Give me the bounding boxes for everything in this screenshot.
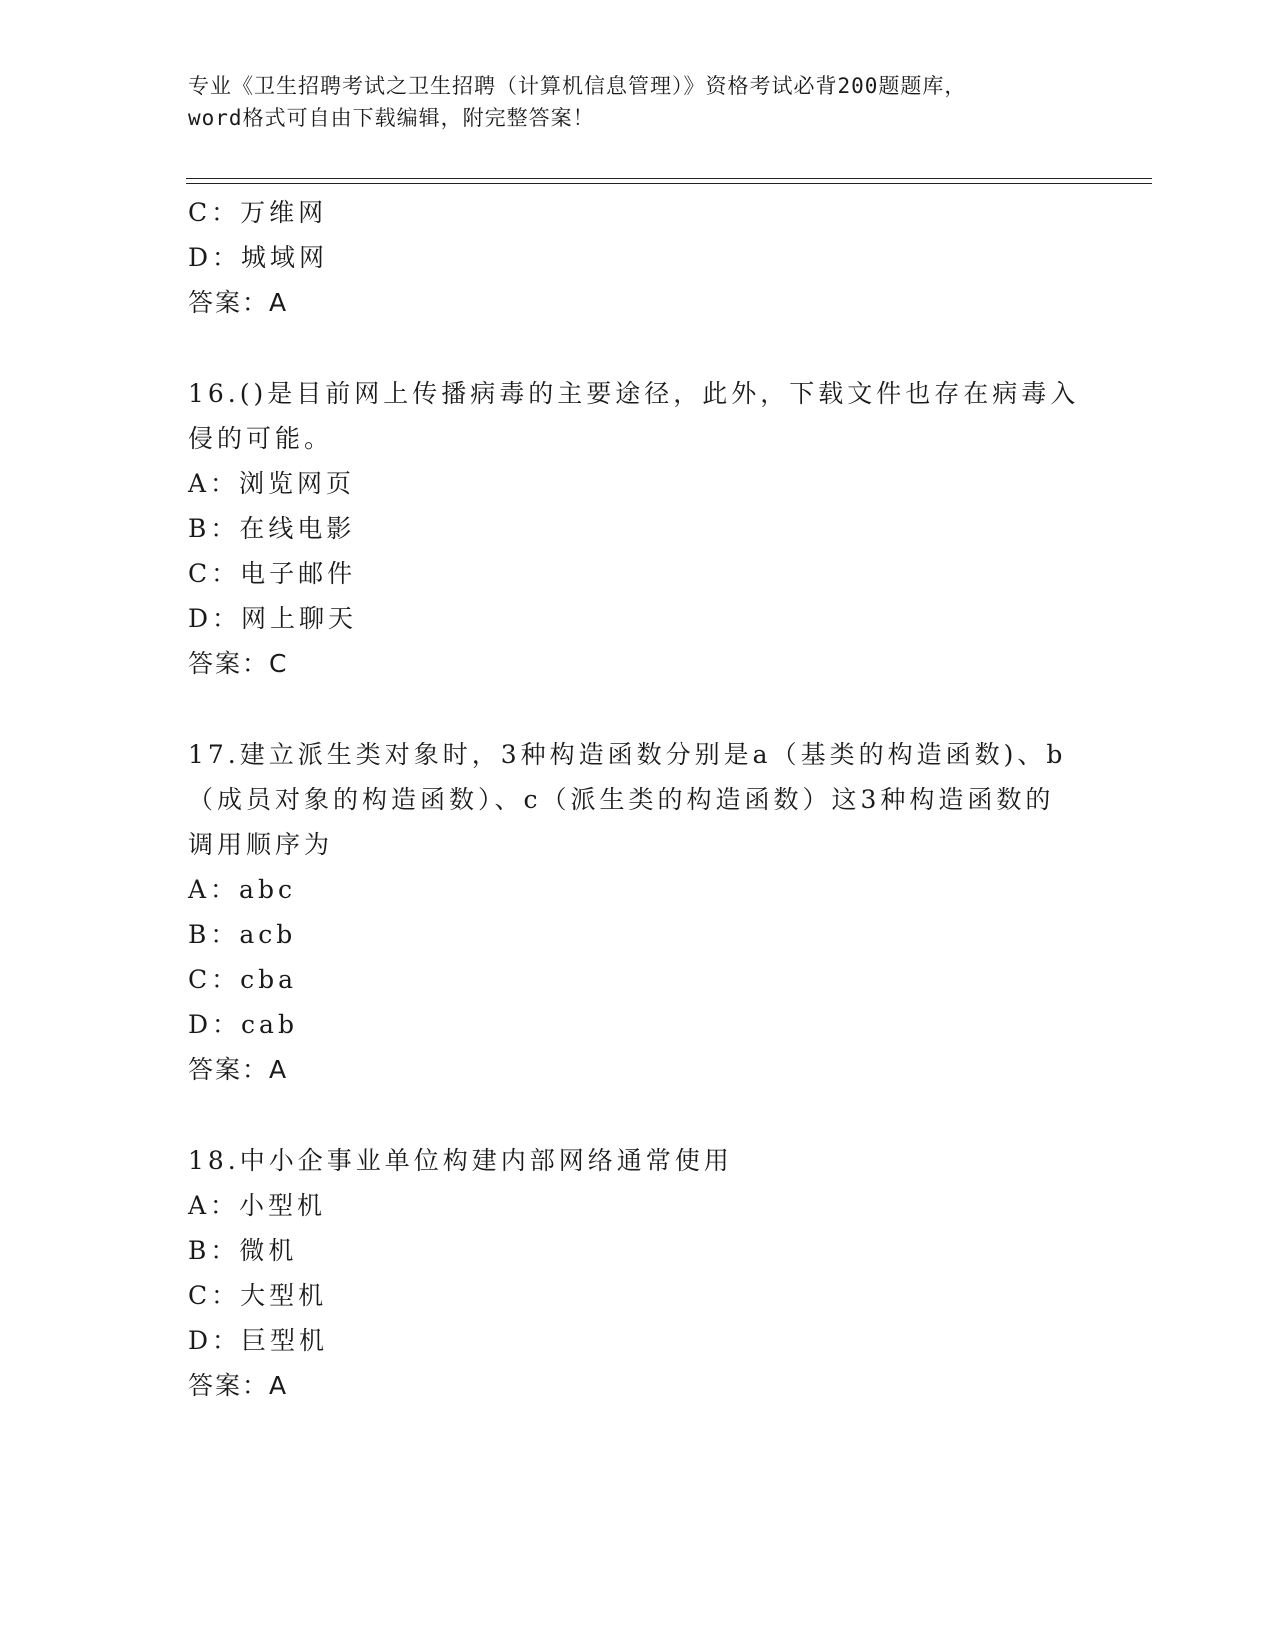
document-header xyxy=(188,70,1088,134)
question-16 xyxy=(188,371,1088,686)
header-divider-bottom xyxy=(186,183,1152,184)
option-c: C：电子邮件 xyxy=(188,559,357,588)
option-c: C：万维网 xyxy=(188,198,328,227)
option-a: A：浏览网页 xyxy=(188,469,356,498)
question-text: （成员对象的构造函数）、c（派生类的构造函数）这3种构造函数的 xyxy=(188,785,1055,814)
header-line-2: word格式可自由下载编辑，附完整答案！ xyxy=(188,106,595,130)
option-d: D：巨型机 xyxy=(188,1326,329,1355)
question-list xyxy=(188,190,1088,1408)
option-a: A：小型机 xyxy=(188,1191,327,1220)
answer-label: 答案：C xyxy=(188,649,289,678)
option-d: D：城域网 xyxy=(188,243,329,272)
option-c: C：cba xyxy=(188,965,298,994)
question-text: 侵的可能。 xyxy=(188,424,334,453)
answer-label: 答案：A xyxy=(188,288,289,317)
option-b: B：在线电影 xyxy=(188,514,356,543)
answer-label: 答案：A xyxy=(188,1055,289,1084)
answer-label: 答案：A xyxy=(188,1371,289,1400)
option-c: C：大型机 xyxy=(188,1281,328,1310)
question-18 xyxy=(188,1138,1088,1408)
option-d: D：网上聊天 xyxy=(188,604,358,633)
option-a: A：abc xyxy=(188,875,296,904)
question-text: 17.建立派生类对象时，3种构造函数分别是a（基类的构造函数)、b xyxy=(188,740,1067,769)
question-text: 16.()是目前网上传播病毒的主要途径，此外，下载文件也存在病毒入 xyxy=(188,379,1080,408)
option-b: B：acb xyxy=(188,920,297,949)
question-17 xyxy=(188,732,1088,1092)
question-15-continued xyxy=(188,190,1088,325)
question-text: 调用顺序为 xyxy=(188,830,334,859)
option-b: B：微机 xyxy=(188,1236,298,1265)
option-d: D：cab xyxy=(188,1010,298,1039)
question-text: 18.中小企事业单位构建内部网络通常使用 xyxy=(188,1146,733,1175)
header-divider-top xyxy=(186,178,1152,179)
header-line-1: 专业《卫生招聘考试之卫生招聘（计算机信息管理）》资格考试必背200题题库， xyxy=(188,74,967,98)
